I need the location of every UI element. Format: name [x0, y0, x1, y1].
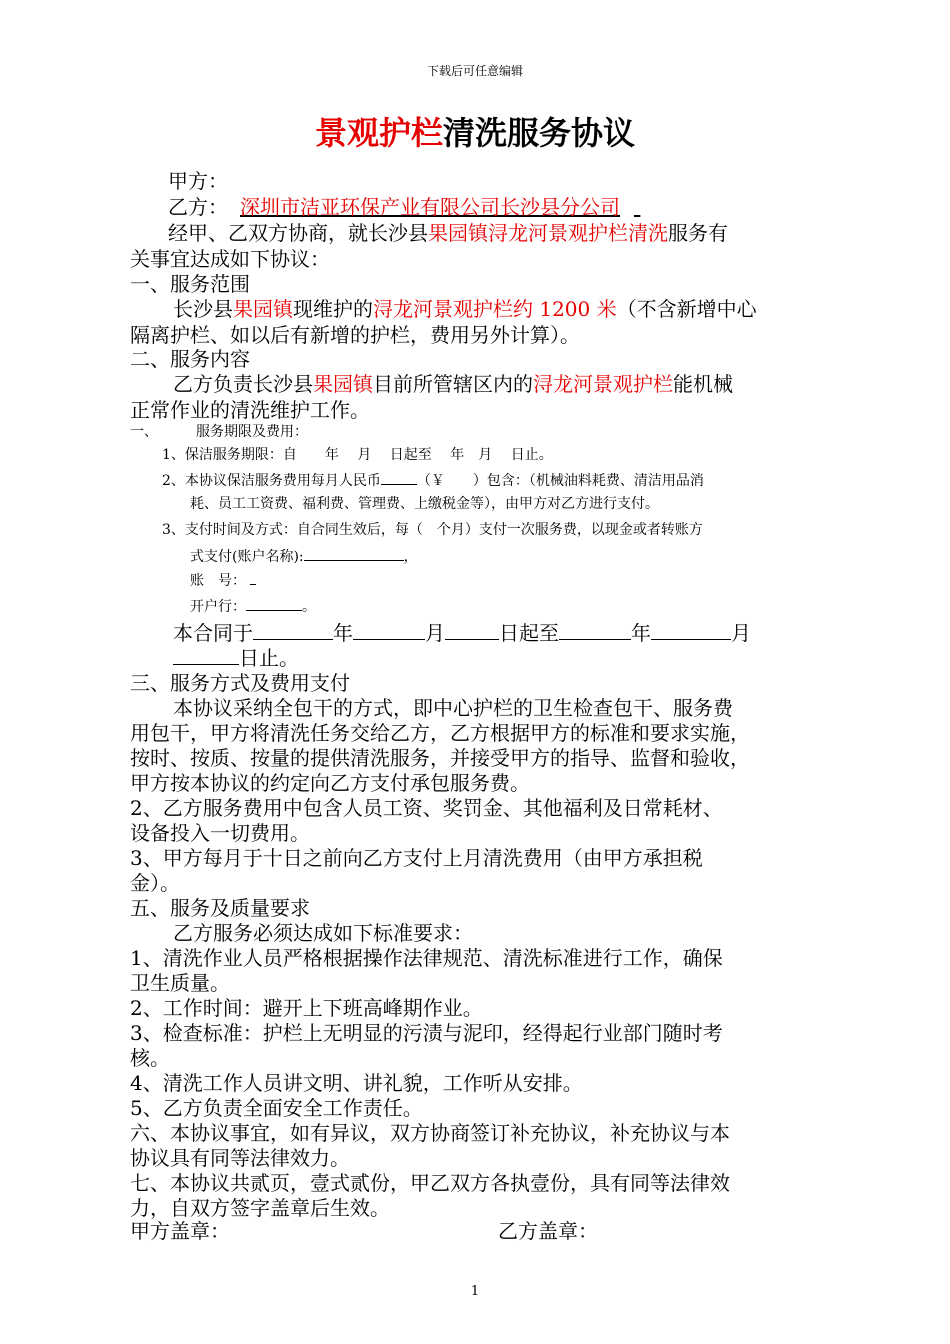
term-item-2: 2、本协议保洁服务费用每月人民币 （￥ ）包含：（机械油料耗费、清洁用品消	[162, 470, 704, 491]
section-3-p3-l2: 金）。	[130, 871, 180, 895]
page-number: 1	[470, 1284, 480, 1299]
section-2-heading: 二、服务内容	[130, 347, 250, 371]
section-5-intro: 乙方服务必须达成如下标准要求：	[173, 921, 473, 945]
party-b-line	[168, 194, 640, 220]
section-3-p1-l3: 按时、按质、按量的提供清洗服务，并接受甲方的指导、监督和验收，	[130, 746, 750, 770]
section-1-line-1: 长沙县果园镇现维护的浔龙河景观护栏约 1200 米（不含新增中心	[173, 297, 757, 321]
contract-period-line-2: 日止。	[173, 645, 299, 671]
account-line: 账 号：	[190, 570, 256, 591]
term-heading: 服务期限及费用：	[196, 424, 308, 440]
section-3-p2-l2: 设备投入一切费用。	[130, 821, 310, 845]
intro-line-1: 经甲、乙双方协商，就长沙县果园镇浔龙河景观护栏清洗服务有	[168, 221, 728, 245]
section-6-l2: 协议具有同等法律效力。	[130, 1146, 350, 1170]
section-3-p1-l2: 用包干，甲方将清洗任务交给乙方，乙方根据甲方的标准和要求实施，	[130, 721, 750, 745]
section-5-item-2: 2、工作时间：避开上下班高峰期作业。	[130, 996, 483, 1020]
section-3-p1-l1: 本协议采纳全包干的方式，即中心护栏的卫生检查包干、服务费	[173, 696, 733, 720]
section-1-line-2: 隔离护栏、如以后有新增的护栏，费用另外计算）。	[130, 323, 580, 347]
section-5-heading: 五、服务及质量要求	[130, 896, 310, 920]
intro-highlight: 果园镇浔龙河景观护栏清洗	[428, 221, 668, 245]
section-2-line-1: 乙方负责长沙县果园镇目前所管辖区内的浔龙河景观护栏能机械	[173, 372, 733, 396]
section-3-heading: 三、服务方式及费用支付	[130, 671, 350, 695]
document-title	[0, 108, 950, 154]
section-3-p3-l1: 3、甲方每月于十日之前向乙方支付上月清洗费用（由甲方承担税	[130, 846, 703, 870]
party-b-name: 深圳市洁亚环保产业有限公司长沙县分公司	[240, 195, 620, 219]
party-a-label: 甲方：	[168, 169, 228, 193]
section-7-l2: 力，自双方签字盖章后生效。	[130, 1196, 390, 1220]
seal-party-a: 甲方盖章：	[130, 1219, 230, 1243]
term-item-3: 3、支付时间及方式：自合同生效后，每（ 个月）支付一次服务费，以现金或者转账方	[162, 522, 703, 538]
term-item-3-cont: 式支付(账户名称): ，	[190, 546, 418, 567]
bank-line: 开户行： 。	[190, 596, 316, 617]
term-item-1: 1、保洁服务期限：自 年 月 日起至 年 月 日止。	[162, 447, 553, 463]
seal-party-b: 乙方盖章：	[498, 1219, 598, 1243]
section-5-item-1-l2: 卫生质量。	[130, 971, 230, 995]
section-3-p1-l4: 甲方按本协议的约定向乙方支付承包服务费。	[130, 771, 530, 795]
section-5-item-1-l1: 1、清洗作业人员严格根据操作法律规范、清洗标准进行工作，确保	[130, 946, 723, 970]
title-red-part: 景观护栏	[314, 114, 443, 152]
section-6-l1: 六、本协议事宜，如有异议，双方协商签订补充协议，补充协议与本	[130, 1121, 730, 1145]
section-1-heading: 一、服务范围	[130, 272, 250, 296]
section-3-p2-l1: 2、乙方服务费用中包含人员工资、奖罚金、其他福利及日常耗材、	[130, 796, 723, 820]
title-black-part: 清洗服务协议	[443, 114, 636, 152]
section-5-item-5: 5、乙方负责全面安全工作责任。	[130, 1096, 423, 1120]
section-5-item-4: 4、清洗工作人员讲文明、讲礼貌，工作听从安排。	[130, 1071, 583, 1095]
section-5-item-3-l2: 核。	[130, 1046, 170, 1070]
header-note: 下载后可任意编辑	[426, 64, 523, 78]
term-num: 一、	[130, 424, 158, 440]
term-item-2-cont: 耗、员工工资费、福利费、管理费、上缴税金等），由甲方对乙方进行支付。	[190, 496, 659, 512]
party-b-label: 乙方：	[168, 195, 228, 219]
section-7-l1: 七、本协议共贰页，壹式贰份，甲乙双方各执壹份，具有同等法律效	[130, 1171, 730, 1195]
section-2-line-2: 正常作业的清洗维护工作。	[130, 398, 370, 422]
contract-period-line: 本合同于 年 月 日起至 年 月	[173, 621, 751, 645]
intro-line-2: 关事宜达成如下协议：	[130, 247, 330, 271]
section-5-item-3-l1: 3、检查标准：护栏上无明显的污渍与泥印，经得起行业部门随时考	[130, 1021, 723, 1045]
